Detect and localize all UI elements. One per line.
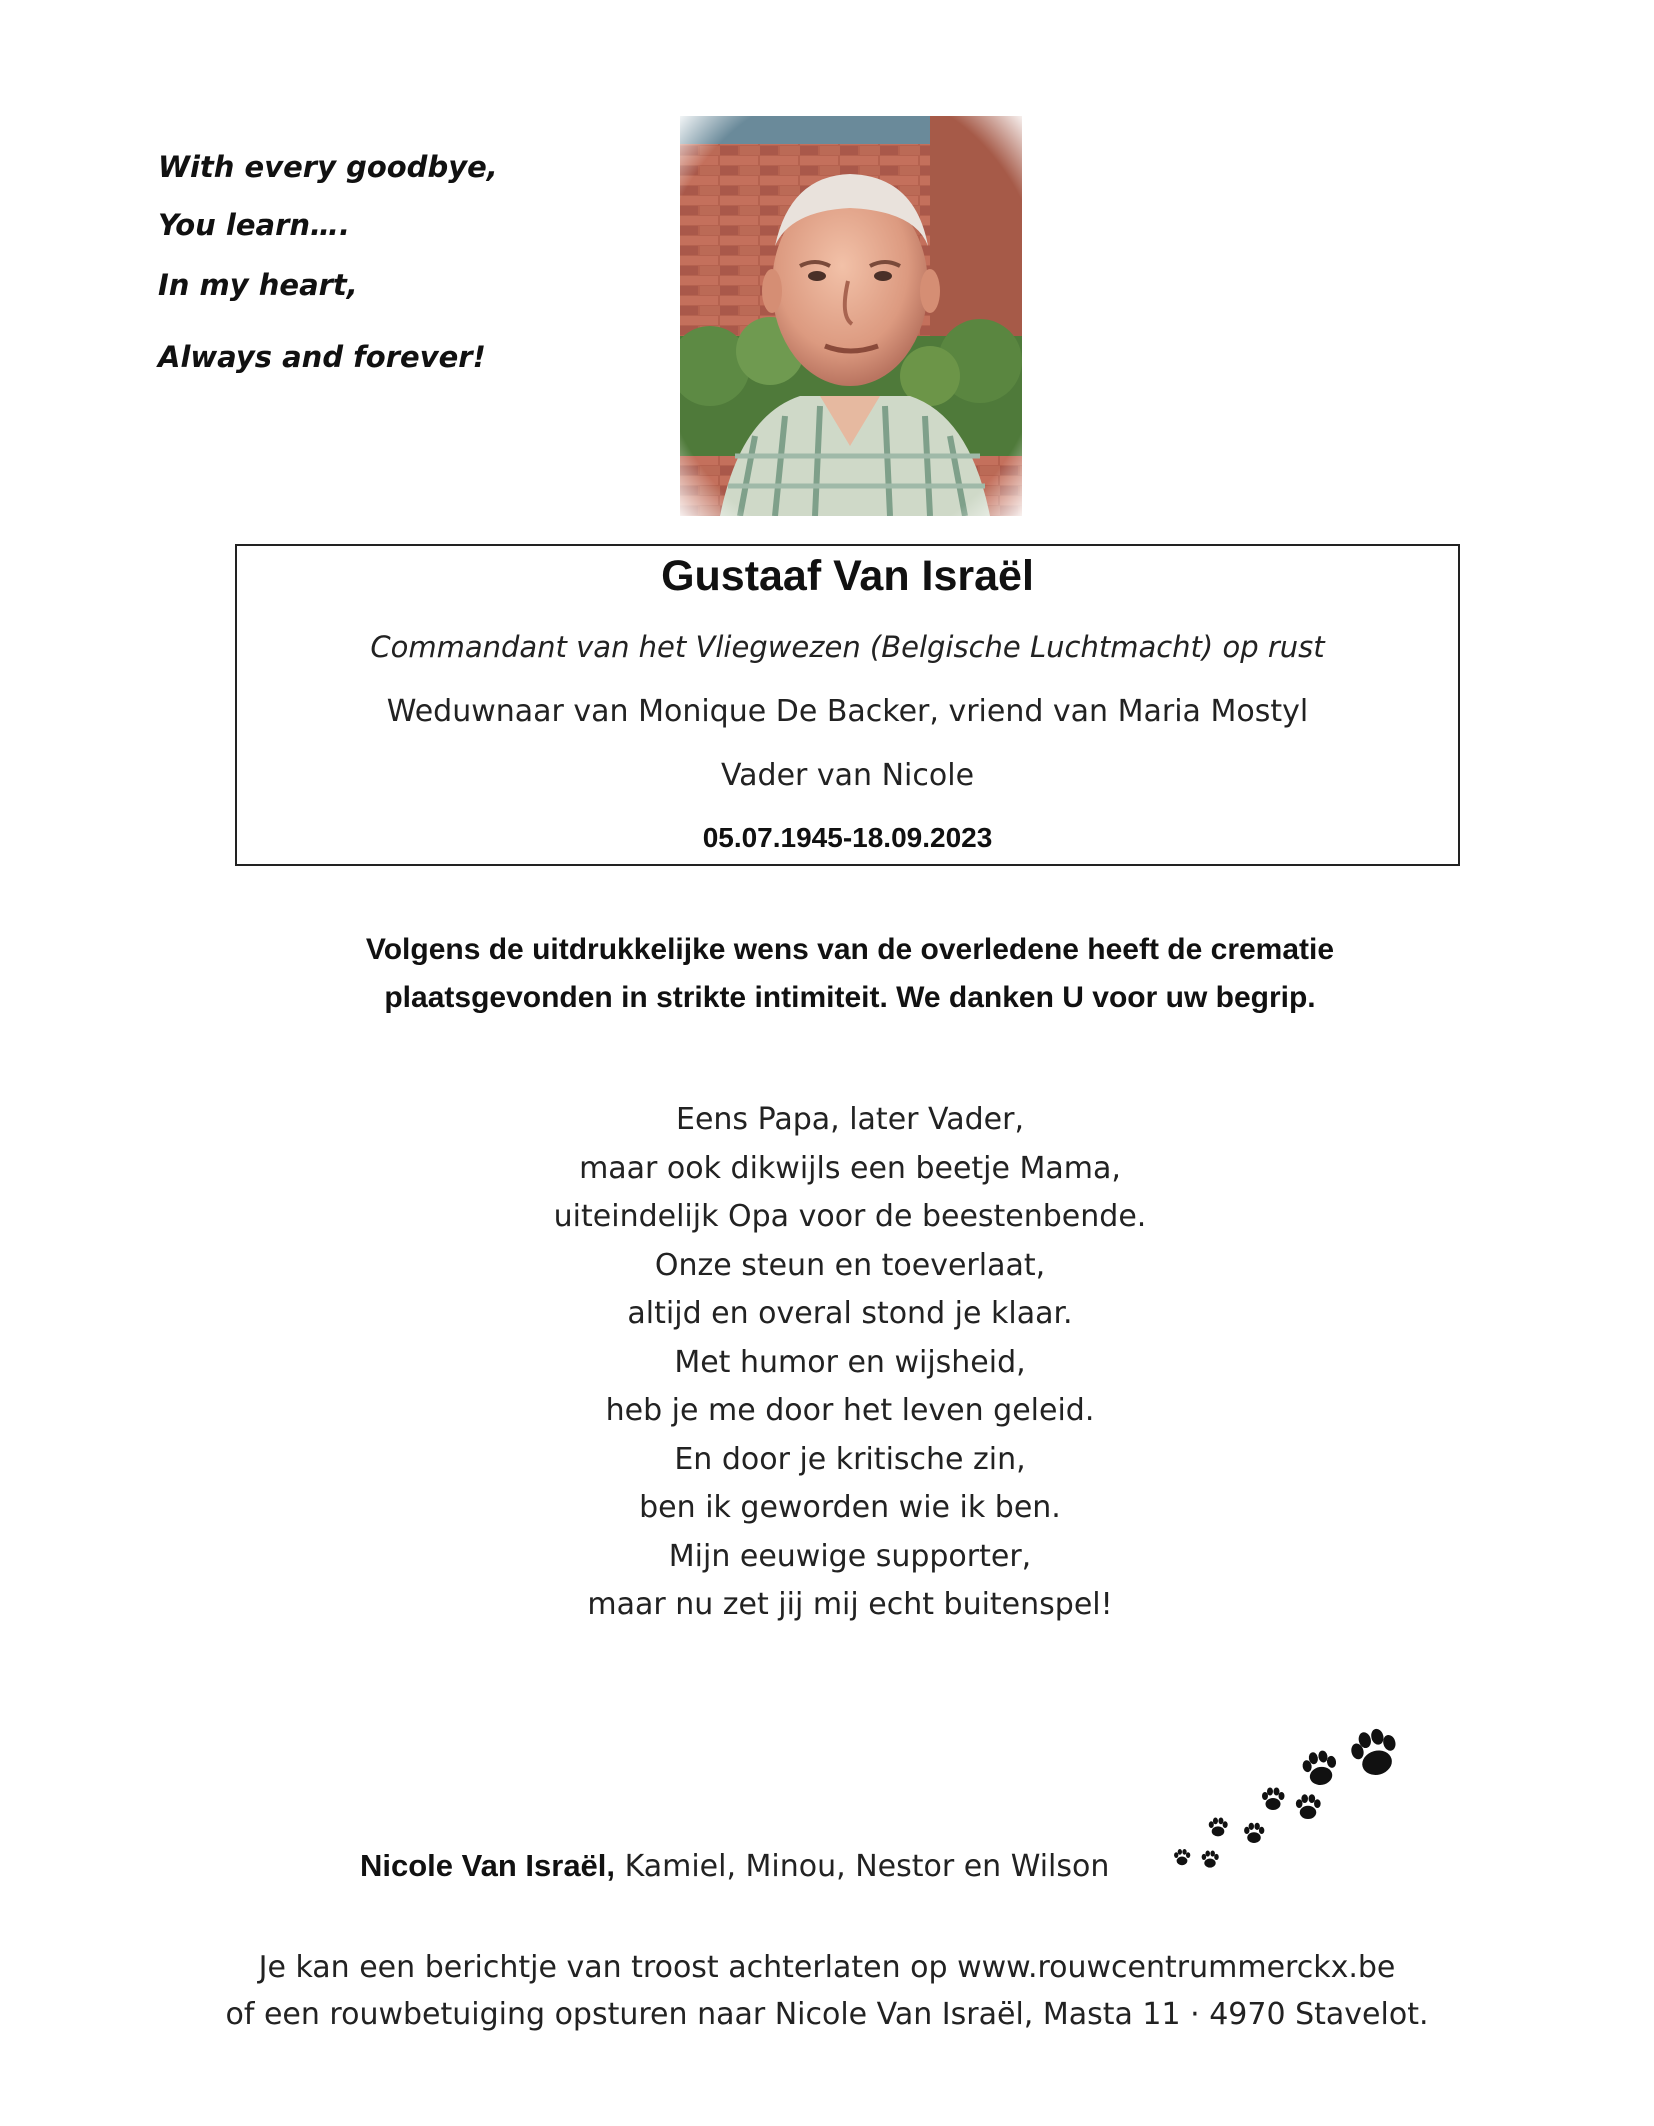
poem-line: maar nu zet jij mij echt buitenspel! <box>587 1587 1113 1622</box>
footer-line: of een rouwbetuiging opsturen naar Nicole Van Israël, Masta 11 · 4970 Stavelot. <box>225 1997 1429 2032</box>
paw-prints-icon <box>1170 1710 1430 1870</box>
condolence-footer <box>150 1944 1504 2038</box>
poem-line: uiteindelijk Opa voor de beestenbende. <box>553 1199 1147 1234</box>
portrait-illustration <box>680 116 1022 516</box>
poem-line: ben ik geworden wie ik ben. <box>639 1490 1061 1525</box>
notice-line: Volgens de uitdrukkelijke wens van de overledene heeft de crematie <box>365 933 1335 966</box>
poem-line: Onze steun en toeverlaat, <box>654 1247 1046 1283</box>
notice-line: plaatsgevonden in strikte intimiteit. We danken U voor uw begrip. <box>384 981 1316 1014</box>
signature-others: Kamiel, Minou, Nestor en Wilson <box>615 1849 1110 1884</box>
poem-line: En door je kritische zin, <box>674 1441 1026 1477</box>
poem <box>300 1096 1400 1630</box>
poem-line: maar ook dikwijls een beetje Mama, <box>579 1150 1121 1186</box>
deceased-spouse: Weduwnaar van Monique De Backer, vriend van Maria Mostyl <box>386 694 1309 729</box>
motto-line: With every goodbye, <box>158 150 498 184</box>
deceased-info-box <box>235 544 1460 866</box>
signature-primary-name: Nicole Van Israël, <box>360 1848 616 1883</box>
cremation-notice <box>230 926 1470 1022</box>
motto-line: You learn…. <box>158 208 351 242</box>
portrait-photo <box>680 116 1022 516</box>
footer-line: Je kan een berichtje van troost achterlaten op www.rouwcentrummerckx.be <box>258 1950 1396 1985</box>
poem-line: Eens Papa, later Vader, <box>676 1102 1024 1137</box>
motto-line: Always and forever! <box>158 340 486 374</box>
motto-line: In my heart, <box>158 268 358 302</box>
deceased-child: Vader van Nicole <box>720 758 975 793</box>
family-signature <box>360 1848 1109 1884</box>
poem-line: altijd en overal stond je klaar. <box>627 1296 1073 1331</box>
poem-line: heb je me door het leven geleid. <box>605 1393 1095 1428</box>
poem-line: Met humor en wijsheid, <box>674 1344 1026 1380</box>
deceased-name: Gustaaf Van Israël <box>661 552 1034 600</box>
deceased-title: Commandant van het Vliegwezen (Belgische Luchtmacht) op rust <box>370 630 1325 664</box>
deceased-dates: 05.07.1945-18.09.2023 <box>702 822 993 853</box>
poem-line: Mijn eeuwige supporter, <box>668 1538 1032 1574</box>
